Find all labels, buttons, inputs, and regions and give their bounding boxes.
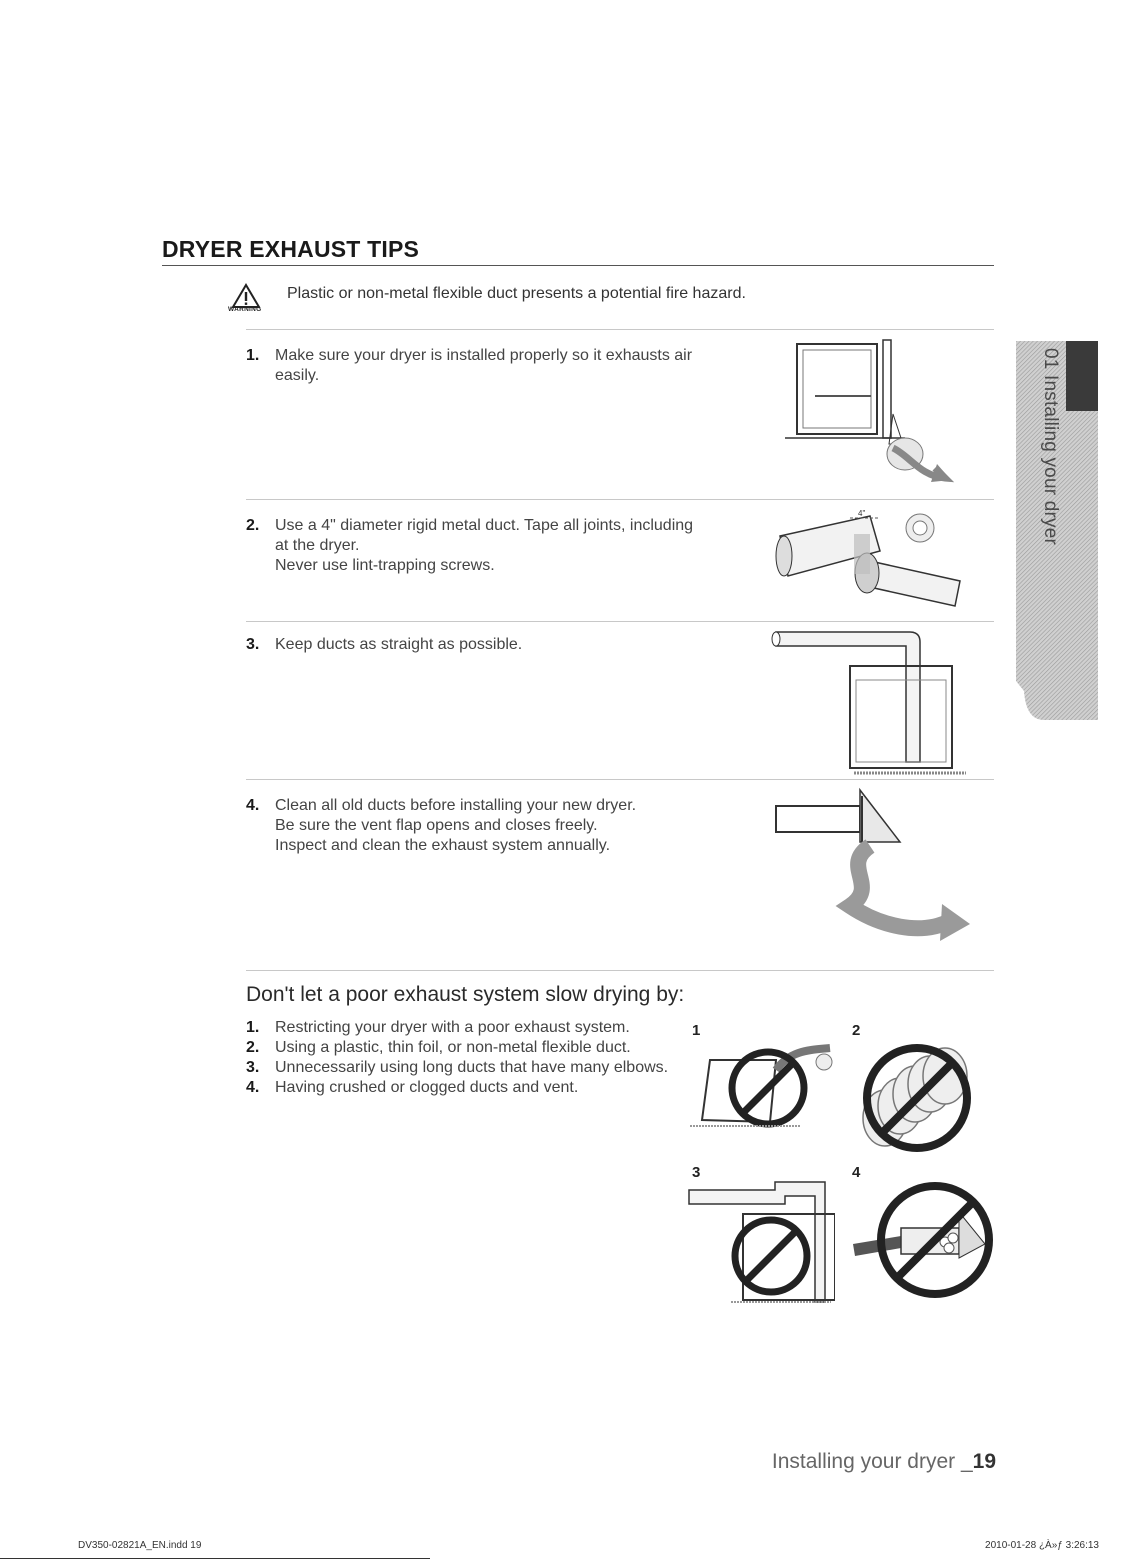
divider (246, 970, 994, 971)
file-name: DV350-02821A_EN.indd 19 (78, 1540, 202, 1551)
list-text: Using a plastic, thin foil, or non-metal flexible duct. (275, 1039, 631, 1056)
divider (246, 621, 994, 622)
step-1 (246, 346, 736, 386)
figure-number: 4 (852, 1164, 861, 1181)
prohibited-restricted-exhaust-figure (690, 1030, 840, 1130)
bottom-rule (0, 1558, 430, 1559)
list-text: Unnecessarily using long ducts that have many elbows. (275, 1059, 669, 1076)
step-text: Clean all old ducts before installing your new dryer. (275, 797, 637, 814)
step-number: 3. (246, 636, 260, 653)
slow-drying-title: Don't let a poor exhaust system slow drying by: (246, 983, 685, 1006)
side-tab-text: 01 Installing your dryer (1040, 348, 1061, 546)
metal-duct-illustration (770, 506, 970, 611)
list-item (246, 1018, 686, 1038)
no-entry-icon (735, 1220, 807, 1292)
warning-text: Plastic or non-metal flexible duct presents a potential fire hazard. (287, 285, 746, 302)
step-text: Make sure your dryer is installed properly so it exhausts air (275, 347, 693, 364)
step-text: at the dryer. (275, 537, 360, 554)
title-rule (162, 265, 994, 266)
prohibited-long-ducts-figure (685, 1176, 835, 1306)
list-number: 4. (246, 1079, 260, 1096)
list-text: Restricting your dryer with a poor exhaust system. (275, 1019, 630, 1036)
vent-flap-illustration (770, 786, 980, 956)
list-number: 2. (246, 1039, 260, 1056)
list-number: 3. (246, 1059, 260, 1076)
dryer-exhaust-illustration (785, 336, 955, 486)
list-item (246, 1038, 686, 1058)
step-number: 1. (246, 347, 260, 364)
figure-number: 3 (692, 1164, 701, 1181)
figure-number: 1 (692, 1022, 701, 1039)
step-2 (246, 516, 736, 576)
list-item (246, 1078, 686, 1098)
step-text: easily. (275, 367, 320, 384)
list-text: Having crushed or clogged ducts and vent. (275, 1079, 579, 1096)
section-title: DRYER EXHAUST TIPS (162, 236, 420, 262)
straight-duct-illustration (770, 628, 970, 776)
step-number: 2. (246, 517, 260, 534)
prohibited-clogged-duct-figure (845, 1178, 995, 1303)
figure-number: 2 (852, 1022, 861, 1039)
duct-diameter-label: 4" (858, 509, 866, 518)
list-item (246, 1058, 695, 1078)
divider (246, 329, 994, 330)
step-text: Never use lint-trapping screws. (275, 557, 495, 574)
step-text: Use a 4" diameter rigid metal duct. Tape all joints, including (275, 517, 694, 534)
step-4 (246, 796, 736, 856)
step-3 (246, 635, 736, 655)
step-text: Be sure the vent flap opens and closes freely. (275, 817, 598, 834)
list-number: 1. (246, 1019, 260, 1036)
divider (246, 499, 994, 500)
no-entry-icon (732, 1052, 804, 1124)
step-text: Keep ducts as straight as possible. (275, 636, 523, 653)
divider (246, 779, 994, 780)
slow-drying-list (246, 1018, 686, 1098)
warning-label: WARNING (228, 306, 262, 313)
footer-title (772, 1450, 996, 1474)
step-number: 4. (246, 797, 260, 814)
prohibited-flexible-duct-figure (845, 1040, 985, 1155)
step-text: Inspect and clean the exhaust system annually. (275, 837, 611, 854)
print-timestamp: 2010-01-28 ¿À»ƒ 3:26:13 (985, 1540, 1099, 1551)
page-number: 19 (972, 1450, 996, 1473)
footer-section: Installing your dryer _ (771, 1450, 973, 1473)
